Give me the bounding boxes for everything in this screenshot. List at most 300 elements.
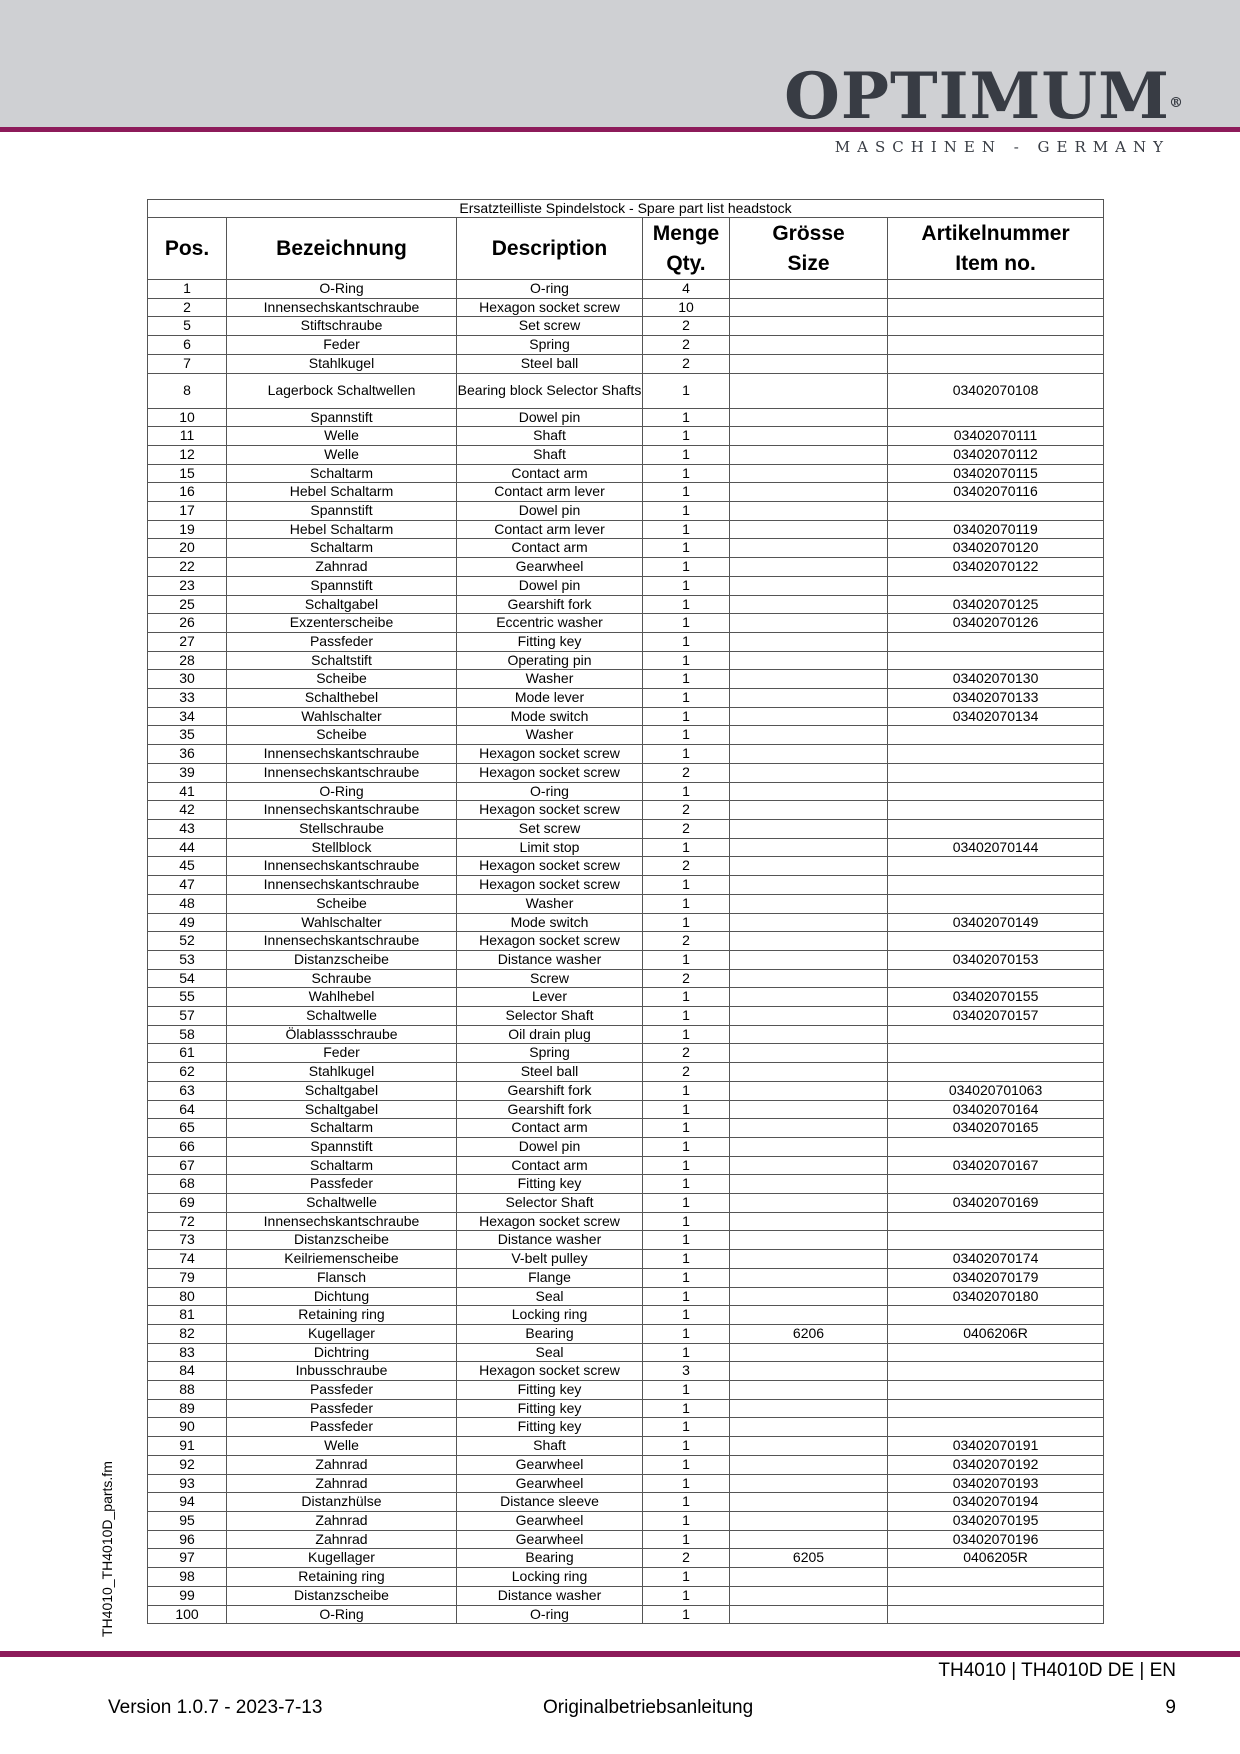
- cell-qty: 1: [643, 745, 730, 764]
- table-row: [148, 857, 1104, 876]
- cell-qty: 1: [643, 950, 730, 969]
- cell-item-no: [888, 1343, 1104, 1362]
- cell-bezeichnung: Spannstift: [227, 502, 457, 521]
- table-row: [148, 651, 1104, 670]
- cell-description: Distance washer: [457, 1231, 643, 1250]
- cell-qty: 1: [643, 1343, 730, 1362]
- cell-size: [730, 280, 888, 299]
- cell-bezeichnung: Zahnrad: [227, 1474, 457, 1493]
- cell-size: [730, 464, 888, 483]
- table-row: [148, 1268, 1104, 1287]
- cell-size: [730, 763, 888, 782]
- footer-divider: [0, 1651, 1240, 1657]
- cell-pos: 69: [148, 1194, 227, 1213]
- cell-size: [730, 1418, 888, 1437]
- cell-size: [730, 1007, 888, 1026]
- table-row: [148, 1586, 1104, 1605]
- cell-description: V-belt pulley: [457, 1250, 643, 1269]
- cell-bezeichnung: Passfeder: [227, 1175, 457, 1194]
- cell-description: Locking ring: [457, 1306, 643, 1325]
- cell-size: [730, 539, 888, 558]
- cell-qty: 2: [643, 336, 730, 355]
- cell-description: Selector Shaft: [457, 1194, 643, 1213]
- cell-qty: 1: [643, 408, 730, 427]
- cell-item-no: [888, 1605, 1104, 1624]
- cell-size: [730, 689, 888, 708]
- cell-qty: 4: [643, 280, 730, 299]
- cell-item-no: 03402070192: [888, 1455, 1104, 1474]
- cell-size: [730, 1493, 888, 1512]
- header-item-label: Item no.: [955, 251, 1036, 275]
- cell-qty: 1: [643, 1530, 730, 1549]
- table-header-row: [148, 218, 1104, 280]
- cell-qty: 1: [643, 1568, 730, 1587]
- table-row: [148, 1381, 1104, 1400]
- cell-description: Distance washer: [457, 950, 643, 969]
- brand-logo: [784, 59, 1184, 156]
- cell-size: [730, 1156, 888, 1175]
- cell-pos: 72: [148, 1212, 227, 1231]
- cell-size: 6206: [730, 1324, 888, 1343]
- cell-description: Bearing: [457, 1549, 643, 1568]
- cell-bezeichnung: Feder: [227, 1044, 457, 1063]
- cell-qty: 1: [643, 539, 730, 558]
- cell-pos: 97: [148, 1549, 227, 1568]
- table-row: [148, 1287, 1104, 1306]
- cell-description: Flange: [457, 1268, 643, 1287]
- cell-size: [730, 894, 888, 913]
- cell-pos: 6: [148, 336, 227, 355]
- cell-item-no: [888, 1025, 1104, 1044]
- cell-item-no: 03402070179: [888, 1268, 1104, 1287]
- cell-item-no: 03402070191: [888, 1437, 1104, 1456]
- cell-description: Eccentric washer: [457, 614, 643, 633]
- cell-qty: 1: [643, 1493, 730, 1512]
- cell-qty: 1: [643, 1194, 730, 1213]
- cell-pos: 100: [148, 1605, 227, 1624]
- cell-pos: 27: [148, 632, 227, 651]
- cell-description: Mode switch: [457, 913, 643, 932]
- table-row: [148, 988, 1104, 1007]
- cell-bezeichnung: O-Ring: [227, 1605, 457, 1624]
- table-row: [148, 1605, 1104, 1624]
- cell-pos: 95: [148, 1512, 227, 1531]
- cell-size: [730, 1044, 888, 1063]
- file-label: TH4010_TH4010D_parts.fm: [99, 1461, 115, 1637]
- cell-qty: 1: [643, 1025, 730, 1044]
- cell-description: Fitting key: [457, 1381, 643, 1400]
- cell-item-no: [888, 819, 1104, 838]
- cell-bezeichnung: Dichtring: [227, 1343, 457, 1362]
- cell-bezeichnung: Kugellager: [227, 1324, 457, 1343]
- cell-item-no: 03402070157: [888, 1007, 1104, 1026]
- cell-qty: 1: [643, 876, 730, 895]
- cell-qty: 1: [643, 988, 730, 1007]
- table-body: [148, 280, 1104, 1624]
- cell-description: Dowel pin: [457, 408, 643, 427]
- cell-qty: 2: [643, 1063, 730, 1082]
- header-artikel-label: Artikelnummer: [921, 221, 1070, 245]
- header-qty: [643, 218, 730, 280]
- cell-pos: 94: [148, 1493, 227, 1512]
- cell-size: [730, 1175, 888, 1194]
- cell-item-no: 034020701063: [888, 1081, 1104, 1100]
- cell-qty: 2: [643, 932, 730, 951]
- cell-qty: 1: [643, 1119, 730, 1138]
- cell-description: Lever: [457, 988, 643, 1007]
- cell-item-no: 03402070115: [888, 464, 1104, 483]
- cell-bezeichnung: Innensechskantschraube: [227, 1212, 457, 1231]
- cell-item-no: 03402070165: [888, 1119, 1104, 1138]
- cell-pos: 23: [148, 576, 227, 595]
- cell-qty: 2: [643, 969, 730, 988]
- cell-bezeichnung: Inbusschraube: [227, 1362, 457, 1381]
- cell-description: Hexagon socket screw: [457, 932, 643, 951]
- cell-description: Fitting key: [457, 1418, 643, 1437]
- cell-size: [730, 932, 888, 951]
- cell-item-no: 03402070169: [888, 1194, 1104, 1213]
- cell-item-no: [888, 336, 1104, 355]
- cell-size: [730, 1343, 888, 1362]
- cell-bezeichnung: Wahlhebel: [227, 988, 457, 1007]
- cell-item-no: [888, 1212, 1104, 1231]
- cell-size: [730, 483, 888, 502]
- cell-qty: 1: [643, 838, 730, 857]
- table-row: [148, 819, 1104, 838]
- cell-bezeichnung: Retaining ring: [227, 1568, 457, 1587]
- cell-description: Hexagon socket screw: [457, 876, 643, 895]
- cell-description: Contact arm lever: [457, 520, 643, 539]
- cell-size: [730, 1025, 888, 1044]
- cell-size: [730, 1474, 888, 1493]
- cell-pos: 98: [148, 1568, 227, 1587]
- cell-item-no: [888, 1586, 1104, 1605]
- table-row: [148, 969, 1104, 988]
- cell-pos: 39: [148, 763, 227, 782]
- cell-item-no: [888, 857, 1104, 876]
- header-size-label: Size: [787, 251, 830, 275]
- cell-pos: 35: [148, 726, 227, 745]
- cell-pos: 43: [148, 819, 227, 838]
- cell-size: [730, 1268, 888, 1287]
- cell-description: Limit stop: [457, 838, 643, 857]
- cell-description: Selector Shaft: [457, 1007, 643, 1026]
- cell-bezeichnung: Hebel Schaltarm: [227, 483, 457, 502]
- header-groesse-label: Grösse: [772, 221, 845, 245]
- table-row: [148, 1418, 1104, 1437]
- cell-bezeichnung: Welle: [227, 427, 457, 446]
- cell-pos: 34: [148, 707, 227, 726]
- cell-description: Shaft: [457, 1437, 643, 1456]
- cell-qty: 1: [643, 614, 730, 633]
- cell-item-no: [888, 763, 1104, 782]
- cell-description: Bearing block Selector Shafts: [457, 373, 643, 408]
- cell-qty: 1: [643, 1586, 730, 1605]
- cell-description: Dowel pin: [457, 576, 643, 595]
- cell-qty: 1: [643, 689, 730, 708]
- cell-pos: 82: [148, 1324, 227, 1343]
- table-row: [148, 1343, 1104, 1362]
- table-row: [148, 317, 1104, 336]
- cell-pos: 5: [148, 317, 227, 336]
- cell-size: [730, 558, 888, 577]
- cell-description: O-ring: [457, 280, 643, 299]
- cell-description: Fitting key: [457, 1175, 643, 1194]
- cell-size: [730, 1437, 888, 1456]
- cell-size: [730, 819, 888, 838]
- cell-size: [730, 614, 888, 633]
- cell-size: [730, 1381, 888, 1400]
- cell-description: Hexagon socket screw: [457, 857, 643, 876]
- cell-qty: 1: [643, 445, 730, 464]
- table-row: [148, 950, 1104, 969]
- table-row: [148, 427, 1104, 446]
- cell-bezeichnung: Schaltwelle: [227, 1007, 457, 1026]
- cell-bezeichnung: Distanzscheibe: [227, 950, 457, 969]
- table-row: [148, 1231, 1104, 1250]
- cell-item-no: 03402070195: [888, 1512, 1104, 1531]
- cell-qty: 1: [643, 464, 730, 483]
- cell-qty: 2: [643, 1044, 730, 1063]
- cell-description: O-ring: [457, 782, 643, 801]
- cell-size: [730, 1568, 888, 1587]
- cell-item-no: 03402070122: [888, 558, 1104, 577]
- cell-item-no: [888, 894, 1104, 913]
- cell-bezeichnung: Scheibe: [227, 726, 457, 745]
- cell-item-no: [888, 745, 1104, 764]
- cell-bezeichnung: Flansch: [227, 1268, 457, 1287]
- header-menge-label: Menge: [652, 221, 720, 245]
- cell-pos: 42: [148, 801, 227, 820]
- cell-description: O-ring: [457, 1605, 643, 1624]
- table-row: [148, 1007, 1104, 1026]
- table-row: [148, 1324, 1104, 1343]
- cell-qty: 1: [643, 1306, 730, 1325]
- cell-pos: 2: [148, 298, 227, 317]
- cell-size: [730, 857, 888, 876]
- cell-item-no: [888, 969, 1104, 988]
- cell-description: Hexagon socket screw: [457, 1362, 643, 1381]
- cell-pos: 84: [148, 1362, 227, 1381]
- table-row: [148, 1474, 1104, 1493]
- cell-bezeichnung: Passfeder: [227, 1399, 457, 1418]
- cell-description: Shaft: [457, 445, 643, 464]
- cell-qty: 1: [643, 894, 730, 913]
- table-row: [148, 1100, 1104, 1119]
- cell-description: Spring: [457, 336, 643, 355]
- cell-pos: 52: [148, 932, 227, 951]
- cell-size: [730, 801, 888, 820]
- cell-size: [730, 876, 888, 895]
- cell-bezeichnung: Zahnrad: [227, 1530, 457, 1549]
- table-row: [148, 464, 1104, 483]
- cell-item-no: 0406205R: [888, 1549, 1104, 1568]
- cell-pos: 41: [148, 782, 227, 801]
- cell-item-no: 03402070134: [888, 707, 1104, 726]
- cell-qty: 1: [643, 1512, 730, 1531]
- cell-qty: 1: [643, 1100, 730, 1119]
- cell-size: [730, 427, 888, 446]
- cell-size: [730, 745, 888, 764]
- cell-size: [730, 913, 888, 932]
- cell-qty: 1: [643, 726, 730, 745]
- cell-pos: 99: [148, 1586, 227, 1605]
- cell-bezeichnung: Schaltarm: [227, 539, 457, 558]
- cell-pos: 80: [148, 1287, 227, 1306]
- cell-bezeichnung: Stahlkugel: [227, 1063, 457, 1082]
- cell-size: [730, 336, 888, 355]
- cell-pos: 96: [148, 1530, 227, 1549]
- cell-item-no: 03402070194: [888, 1493, 1104, 1512]
- cell-item-no: 03402070108: [888, 373, 1104, 408]
- cell-description: Fitting key: [457, 1399, 643, 1418]
- cell-item-no: 03402070111: [888, 427, 1104, 446]
- cell-bezeichnung: Spannstift: [227, 408, 457, 427]
- cell-size: [730, 1212, 888, 1231]
- cell-bezeichnung: Lagerbock Schaltwellen: [227, 373, 457, 408]
- table-row: [148, 373, 1104, 408]
- cell-pos: 30: [148, 670, 227, 689]
- cell-bezeichnung: Schaltwelle: [227, 1194, 457, 1213]
- table-row: [148, 354, 1104, 373]
- table-row: [148, 576, 1104, 595]
- cell-qty: 2: [643, 317, 730, 336]
- header-pos: Pos.: [148, 218, 227, 280]
- cell-description: Hexagon socket screw: [457, 298, 643, 317]
- cell-pos: 16: [148, 483, 227, 502]
- table-row: [148, 539, 1104, 558]
- spare-parts-table: [147, 199, 1104, 1624]
- cell-bezeichnung: Schraube: [227, 969, 457, 988]
- table-row: [148, 1437, 1104, 1456]
- cell-description: Contact arm lever: [457, 483, 643, 502]
- table-row: [148, 1306, 1104, 1325]
- cell-pos: 73: [148, 1231, 227, 1250]
- cell-bezeichnung: Schaltgabel: [227, 1100, 457, 1119]
- cell-description: Hexagon socket screw: [457, 801, 643, 820]
- cell-description: Gearwheel: [457, 1530, 643, 1549]
- cell-description: Operating pin: [457, 651, 643, 670]
- cell-pos: 20: [148, 539, 227, 558]
- cell-qty: 2: [643, 857, 730, 876]
- cell-pos: 47: [148, 876, 227, 895]
- cell-bezeichnung: Schaltgabel: [227, 595, 457, 614]
- cell-item-no: 03402070153: [888, 950, 1104, 969]
- cell-description: Distance sleeve: [457, 1493, 643, 1512]
- cell-bezeichnung: Scheibe: [227, 670, 457, 689]
- cell-item-no: [888, 651, 1104, 670]
- cell-bezeichnung: Exzenterscheibe: [227, 614, 457, 633]
- cell-pos: 44: [148, 838, 227, 857]
- cell-bezeichnung: Wahlschalter: [227, 707, 457, 726]
- table-row: [148, 445, 1104, 464]
- cell-size: [730, 502, 888, 521]
- table-row: [148, 1156, 1104, 1175]
- cell-item-no: [888, 1399, 1104, 1418]
- cell-item-no: [888, 1362, 1104, 1381]
- table-row: [148, 280, 1104, 299]
- cell-qty: 1: [643, 520, 730, 539]
- cell-description: Gearwheel: [457, 1474, 643, 1493]
- cell-description: Locking ring: [457, 1568, 643, 1587]
- cell-size: [730, 988, 888, 1007]
- cell-qty: 2: [643, 354, 730, 373]
- cell-bezeichnung: Schaltarm: [227, 1156, 457, 1175]
- cell-item-no: [888, 1568, 1104, 1587]
- cell-qty: 1: [643, 558, 730, 577]
- cell-pos: 91: [148, 1437, 227, 1456]
- cell-pos: 26: [148, 614, 227, 633]
- header-bezeichnung: Bezeichnung: [227, 218, 457, 280]
- cell-item-no: 03402070174: [888, 1250, 1104, 1269]
- cell-size: [730, 1250, 888, 1269]
- cell-qty: 1: [643, 1268, 730, 1287]
- cell-pos: 81: [148, 1306, 227, 1325]
- cell-pos: 58: [148, 1025, 227, 1044]
- table-row: [148, 763, 1104, 782]
- cell-qty: 1: [643, 1399, 730, 1418]
- cell-qty: 1: [643, 1250, 730, 1269]
- cell-description: Contact arm: [457, 539, 643, 558]
- cell-bezeichnung: Stahlkugel: [227, 354, 457, 373]
- cell-bezeichnung: Stiftschraube: [227, 317, 457, 336]
- cell-size: [730, 1119, 888, 1138]
- page-number: 9: [1165, 1697, 1176, 1718]
- registered-mark: ®: [1169, 95, 1184, 111]
- cell-description: Contact arm: [457, 1119, 643, 1138]
- table-row: [148, 632, 1104, 651]
- cell-size: [730, 373, 888, 408]
- cell-qty: 1: [643, 651, 730, 670]
- cell-size: [730, 595, 888, 614]
- cell-qty: 1: [643, 595, 730, 614]
- cell-description: Hexagon socket screw: [457, 1212, 643, 1231]
- cell-size: [730, 1287, 888, 1306]
- cell-pos: 49: [148, 913, 227, 932]
- cell-size: [730, 1586, 888, 1605]
- cell-item-no: [888, 1175, 1104, 1194]
- cell-size: [730, 576, 888, 595]
- cell-bezeichnung: Welle: [227, 1437, 457, 1456]
- cell-pos: 79: [148, 1268, 227, 1287]
- table-row: [148, 707, 1104, 726]
- cell-pos: 92: [148, 1455, 227, 1474]
- table-row: [148, 932, 1104, 951]
- cell-qty: 1: [643, 576, 730, 595]
- cell-qty: 1: [643, 1605, 730, 1624]
- cell-pos: 65: [148, 1119, 227, 1138]
- cell-pos: 33: [148, 689, 227, 708]
- cell-qty: 1: [643, 782, 730, 801]
- cell-size: [730, 1605, 888, 1624]
- table-row: [148, 1194, 1104, 1213]
- cell-size: [730, 1399, 888, 1418]
- cell-pos: 55: [148, 988, 227, 1007]
- cell-qty: 2: [643, 763, 730, 782]
- cell-bezeichnung: Schalthebel: [227, 689, 457, 708]
- cell-qty: 1: [643, 707, 730, 726]
- cell-size: [730, 1455, 888, 1474]
- table-row: [148, 1455, 1104, 1474]
- cell-item-no: [888, 1231, 1104, 1250]
- table-row: [148, 1493, 1104, 1512]
- cell-pos: 11: [148, 427, 227, 446]
- cell-pos: 25: [148, 595, 227, 614]
- cell-bezeichnung: Innensechskantschraube: [227, 876, 457, 895]
- cell-item-no: 03402070119: [888, 520, 1104, 539]
- cell-qty: 1: [643, 1156, 730, 1175]
- cell-size: [730, 1137, 888, 1156]
